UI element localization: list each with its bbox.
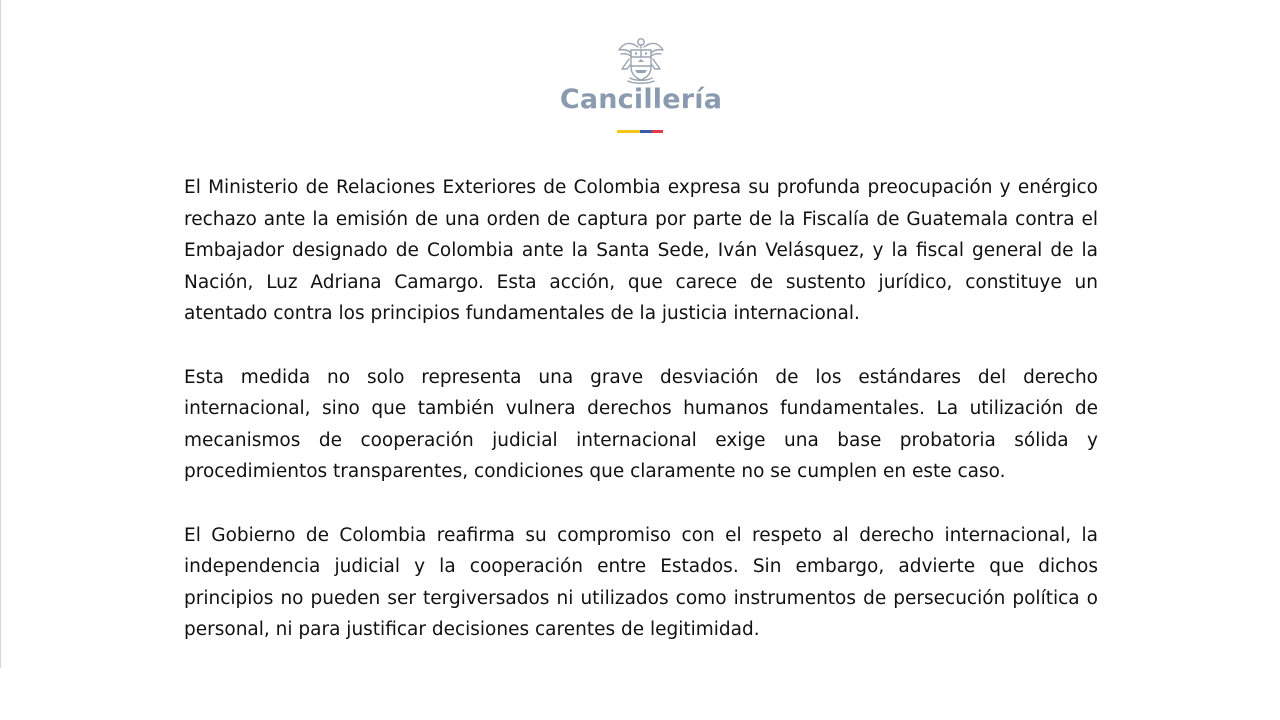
statement-paragraph-1: El Ministerio de Relaciones Exteriores de Colombia expresa su profunda preocupación y enérgico rechazo ante la emisión de una orden de captura por parte de la Fiscalía de Guatemala contra el Embajador designado de Colombia ante la Santa Sede, Iván Velásquez, y la fiscal general de la Nación, Luz Adriana Camargo. Esta acción, que carece de sustento jurídico, constituye un atentado contra los principios fundamentales de la justicia internacional. bbox=[184, 177, 1098, 324]
statement-paragraph-3: El Gobierno de Colombia reafirma su compromiso con el respeto al derecho internacional, la independencia judicial y la cooperación entre Estados. Sin embargo, advierte que dichos principios no pueden ser tergiversados ni utilizados como instrumentos de persecución política o personal, ni para justificar decisiones carentes de legitimidad. bbox=[184, 524, 1098, 640]
colombia-coat-of-arms-icon bbox=[616, 35, 666, 87]
flag-stripe-yellow bbox=[617, 130, 640, 133]
statement-paragraph-2: Esta medida no solo representa una grave desviación de los estándares del derecho internacional, sino que también vulnera derechos humanos fundamentales. La utilización de mecanismos de cooperación judicial internacional exige una base probatoria sólida y procedimientos transparentes, condiciones que claramente no se cumplen en este caso. bbox=[184, 366, 1098, 482]
flag-stripe bbox=[617, 130, 663, 133]
flag-stripe-red bbox=[652, 130, 663, 133]
statement-body bbox=[184, 172, 1098, 678]
flag-stripe-blue bbox=[640, 130, 652, 133]
brand-name: Cancillería bbox=[559, 84, 723, 115]
letterhead bbox=[541, 30, 741, 140]
